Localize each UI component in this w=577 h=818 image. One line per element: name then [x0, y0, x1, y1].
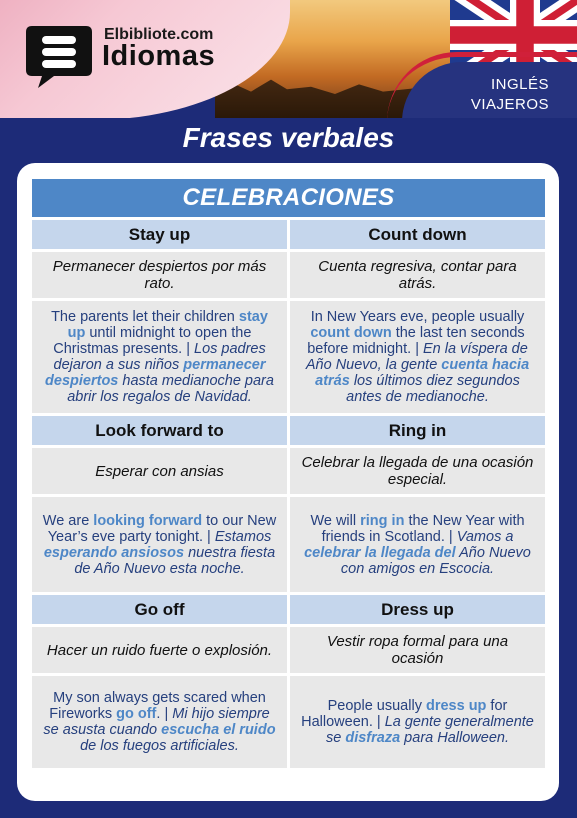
- highlight: cuenta hacia atrás: [315, 357, 530, 389]
- logo-brand: Idiomas: [102, 40, 216, 72]
- highlight: escucha el ruido: [161, 722, 276, 738]
- logo-chat-icon: [24, 20, 94, 90]
- phrase-header: Ring in: [290, 416, 545, 445]
- section-title: CELEBRACIONES: [32, 179, 545, 217]
- phrases-card: [17, 163, 559, 801]
- logo: [24, 20, 234, 90]
- phrase-header: Stay up: [32, 220, 287, 249]
- example-text: We will ring in the New Year with friends in Scotland. | Vamos a celebrar la llegada del Año Nuevo con amigos en Escocia.: [304, 512, 531, 577]
- highlight: looking forward: [93, 512, 203, 529]
- highlight: stay up: [67, 309, 268, 341]
- highlight: count down: [310, 325, 392, 341]
- example: [32, 497, 287, 592]
- header: [0, 0, 577, 118]
- example-text: People usually dress up for Halloween. | La gente generalmente se disfraza para Halloween.: [301, 698, 534, 746]
- translation: Celebrar la llegada de una ocasión especial.: [290, 448, 545, 494]
- phrase-header: Look forward to: [32, 416, 287, 445]
- example-text: In New Years eve, people usually count down the last ten seconds before midnight. | En la víspera de Año Nuevo, la gente cuenta hacia atrás los últimos diez segundos antes de medianoche.: [305, 309, 530, 405]
- translation: Vestir ropa formal para una ocasión: [290, 627, 545, 673]
- phrase-header: Go off: [32, 595, 287, 624]
- highlight: permanecer despiertos: [45, 357, 266, 389]
- phrase-header: Dress up: [290, 595, 545, 624]
- translation: Hacer un ruido fuerte o explosión.: [32, 627, 287, 673]
- badge-line-1: INGLÉS: [490, 76, 549, 93]
- highlight: dress up: [425, 698, 487, 714]
- example-text: The parents let their children stay up until midnight to open the Christmas presents. | Los padres dejaron a sus niños permanecer despiertos hasta medianoche para abrir los regalos de Navidad.: [45, 309, 274, 405]
- example: [290, 497, 545, 592]
- phrase-header: Count down: [290, 220, 545, 249]
- example: [290, 301, 545, 413]
- highlight: esperando ansiosos: [43, 544, 185, 561]
- badge-line-2: VIAJEROS: [470, 96, 549, 113]
- translation: Permanecer despiertos por más rato.: [32, 252, 287, 298]
- highlight: disfraza: [345, 730, 401, 746]
- example: [32, 301, 287, 413]
- example: [32, 676, 287, 768]
- translation: Esperar con ansias: [32, 448, 287, 494]
- highlight: ring in: [360, 512, 405, 529]
- translation: Cuenta regresiva, contar para atrás.: [290, 252, 545, 298]
- logo-site: Elbibliote.com: [104, 26, 214, 43]
- highlight: celebrar la llegada del: [304, 544, 456, 561]
- example-text: My son always gets scared when Fireworks go off. | Mi hijo siempre se asusta cuando escucha el ruido de los fuegos artificiales.: [43, 690, 276, 754]
- example-text: We are looking forward to our New Year’s eve party tonight. | Estamos esperando ansiosos nuestra fiesta de Año Nuevo esta noche.: [42, 512, 277, 577]
- page-title: Frases verbales: [182, 122, 395, 153]
- example: [290, 676, 545, 768]
- highlight: go off: [116, 706, 157, 722]
